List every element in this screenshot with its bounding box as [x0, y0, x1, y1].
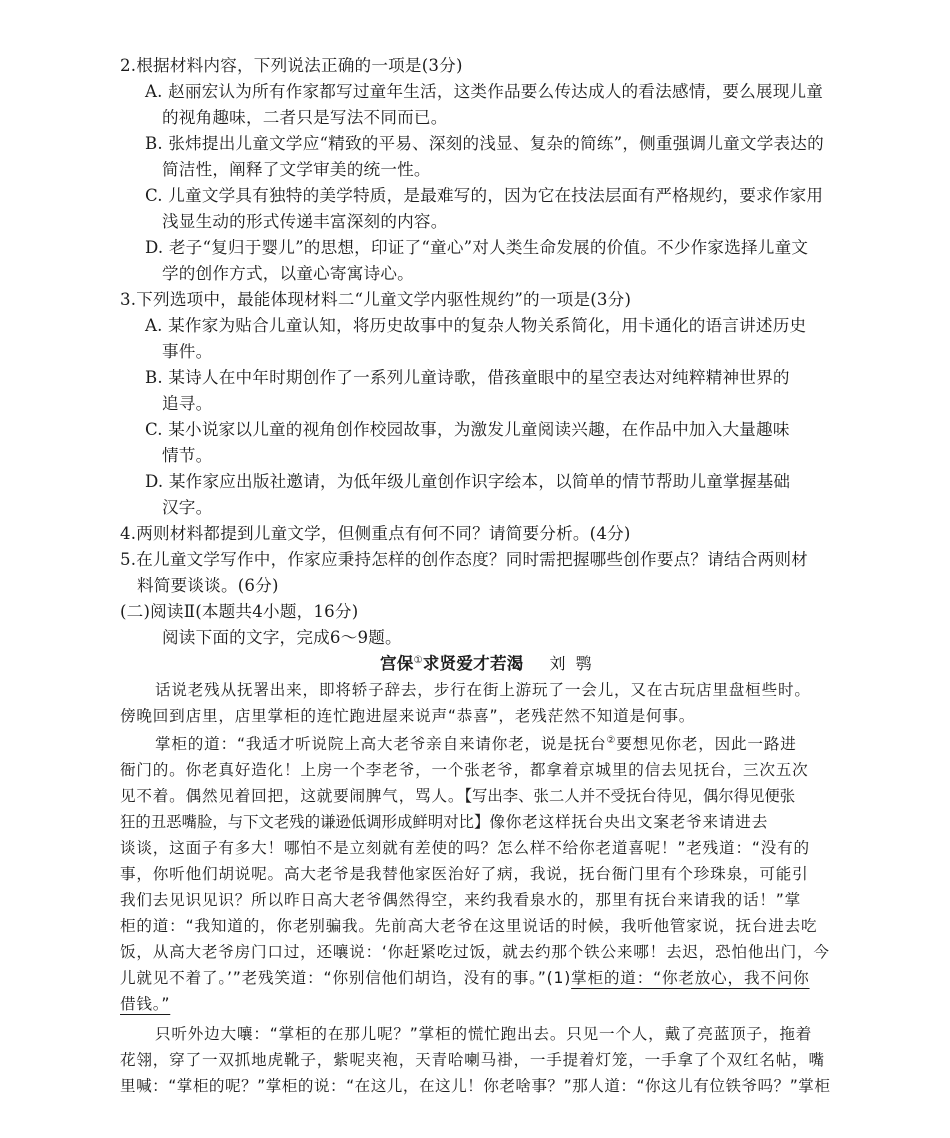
footnote-marker: ①: [413, 655, 423, 666]
q3-option-c-line1: C. 某小说家以儿童的视角创作校园故事，为激发儿童阅读兴趣，在作品中加入大量趣味: [145, 420, 790, 439]
paragraph-3-line-2: 花翎，穿了一双抓地虎靴子，紫呢夹袍，天青哈喇马褂，一手提着灯笼，一手拿了个双红名帖，嘴: [120, 1051, 825, 1069]
q2-stem: 2.根据材料内容，下列说法正确的一项是(3分): [120, 56, 463, 75]
q3-option-b-line1: B. 某诗人在中年时期创作了一系列儿童诗歌，借孩童眼中的星空表达对纯粹精神世界的: [145, 368, 790, 387]
paragraph-2-line-2: 衙门的。你老真好造化！上房一个李老爷，一个张老爷，都拿着京城里的信去见抚台，三次五次: [120, 761, 809, 779]
q2-option-c-line1: C. 儿童文学具有独特的美学特质，是最难写的，因为它在技法层面有严格规约，要求作家用: [145, 186, 824, 205]
q2-option-a-line2: 的视角趣味，二者只是写法不同而已。: [162, 108, 448, 127]
paragraph-2-line-7: 我们去见识见识？所以昨日高大老爷偶然得空，来约我看泉水的，那里有抚台来请我的话！”掌: [120, 891, 802, 909]
article-title-post: 求贤爱才若渴: [422, 654, 524, 673]
q3-option-b-line2: 追寻。: [162, 394, 213, 413]
article-title: [380, 651, 602, 677]
article-title-pre: 宫保: [380, 654, 414, 673]
q3-option-c-line2: 情节。: [162, 446, 213, 465]
paragraph-1-line-1: 话说老残从抚署出来，即将轿子辞去，步行在街上游玩了一会儿，又在古玩店里盘桓些时。: [155, 681, 811, 699]
q2-option-a-line1: A. 赵丽宏认为所有作家都写过童年生活，这类作品要么传达成人的看法感情，要么展现儿童: [145, 82, 824, 101]
q3-option-a-line2: 事件。: [162, 342, 213, 361]
q2-option-b-line1: B. 张炜提出儿童文学应“精致的平易、深刻的浅显、复杂的简练”，侧重强调儿童文学表达的: [145, 134, 824, 153]
q5-stem-line2: 料简要谈谈。(6分): [137, 576, 279, 595]
q2-option-b-line2: 简洁性，阐释了文学审美的统一性。: [162, 160, 431, 179]
q3-option-a-line1: A. 某作家为贴合儿童认知，将历史故事中的复杂人物关系简化，用卡通化的语言讲述历史: [145, 316, 807, 335]
paragraph-2-line-6: 事，你听他们胡说呢。高大老爷是我替他家医治好了病，我说，抚台衙门里有个珍珠泉，可能引: [120, 865, 809, 883]
q3-option-d-line2: 汉字。: [162, 498, 213, 517]
footnote-marker: ②: [606, 735, 617, 746]
q5-stem-line1: 5.在儿童文学写作中，作家应秉持怎样的创作态度？同时需把握哪些创作要点？请结合两则材: [120, 550, 808, 569]
article-author: 刘鹗: [549, 654, 602, 673]
q3-stem: 3.下列选项中，最能体现材料二“儿童文学内驱性规约”的一项是(3分): [120, 290, 632, 309]
annotation-note-cont: 狂的丑恶嘴脸，与下文老残的谦逊低调形成鲜明对比】: [120, 813, 490, 831]
paragraph-2-line-4-text: 像你老这样抚台央出文案老爷来请进去: [489, 813, 769, 831]
paragraph-2-line-4: [120, 809, 768, 835]
paragraph-1-line-2: 傍晚回到店里，店里掌柜的连忙跑进屋来说声“恭喜”，老残茫然不知道是何事。: [120, 707, 696, 725]
paragraph-3-line-3: 里喊：“掌柜的呢？”掌柜的说：“在这儿，在这儿！你老啥事？”那人道：“你这儿有位铁爷吗？”掌柜: [120, 1077, 831, 1095]
paragraph-2-line-1: [155, 731, 797, 757]
paragraph-2-line-11: [120, 991, 170, 1017]
paragraph-3-line-1: 只听外边大嚷：“掌柜的在那儿呢？”掌柜的慌忙跑出去。只见一个人，戴了亮蓝顶子，拖着: [155, 1025, 813, 1043]
q3-option-d-line1: D. 某作家应出版社邀请，为低年级儿童创作识字绘本，以简单的情节帮助儿童掌握基础: [145, 472, 791, 491]
paragraph-2-line-5: 谈谈，这面子有多大！哪怕不是立刻就有差使的吗？怎么样不给你老道喜呢！”老残道：“没有的: [120, 839, 810, 857]
annotation-note: 【写出李、张二人并不受抚台待见，偶尔得见便张: [464, 787, 796, 805]
section-instruction: 阅读下面的文字，完成6～9题。: [162, 628, 402, 647]
q2-option-c-line2: 浅显生动的形式传递丰富深刻的内容。: [162, 212, 448, 231]
q2-option-d-line2: 学的创作方式，以童心寄寓诗心。: [162, 264, 414, 283]
paragraph-2-line-3: [120, 783, 795, 809]
paragraph-2-line-1-text-cont: 要想见你老，因此一路进: [616, 735, 797, 753]
q2-option-d-line1: D. 老子“复归于婴儿”的思想，印证了“童心”对人类生命发展的价值。不少作家选择儿童文: [145, 238, 809, 257]
paragraph-2-line-3-text: 见不着。偶然见着回把，这就要闹脾气，骂人。: [120, 787, 465, 805]
paragraph-2-line-9: 饭，从高大老爷房门口过，还嚷说：‘你赶紧吃过饭，就去约那个铁公来哪！去迟，恐怕他出门，今: [120, 943, 830, 961]
q4-stem: 4.两则材料都提到儿童文学，但侧重点有何不同？请简要分析。(4分): [120, 524, 631, 543]
paragraph-2-line-10: [120, 965, 810, 991]
paragraph-2-line-1-text: 掌柜的道：“我适才听说院上高大老爷亲自来请你老，说是抚台: [155, 735, 607, 753]
paragraph-2-line-8: 柜的道：“我知道的，你老别骗我。先前高大老爷在这里说话的时候，我听他管家说，抚台进去吃: [120, 917, 818, 935]
section-heading: (二)阅读Ⅱ(本题共4小题，16分): [120, 602, 359, 621]
underlined-sentence-1: 掌柜的道：“你老放心，我不问你: [571, 969, 810, 987]
underlined-sentence-1-cont: 借钱。”: [120, 995, 171, 1013]
paragraph-2-line-10-text: 儿就见不着了。’”老残笑道：“你别信他们胡诌，没有的事。”(1): [120, 969, 572, 987]
